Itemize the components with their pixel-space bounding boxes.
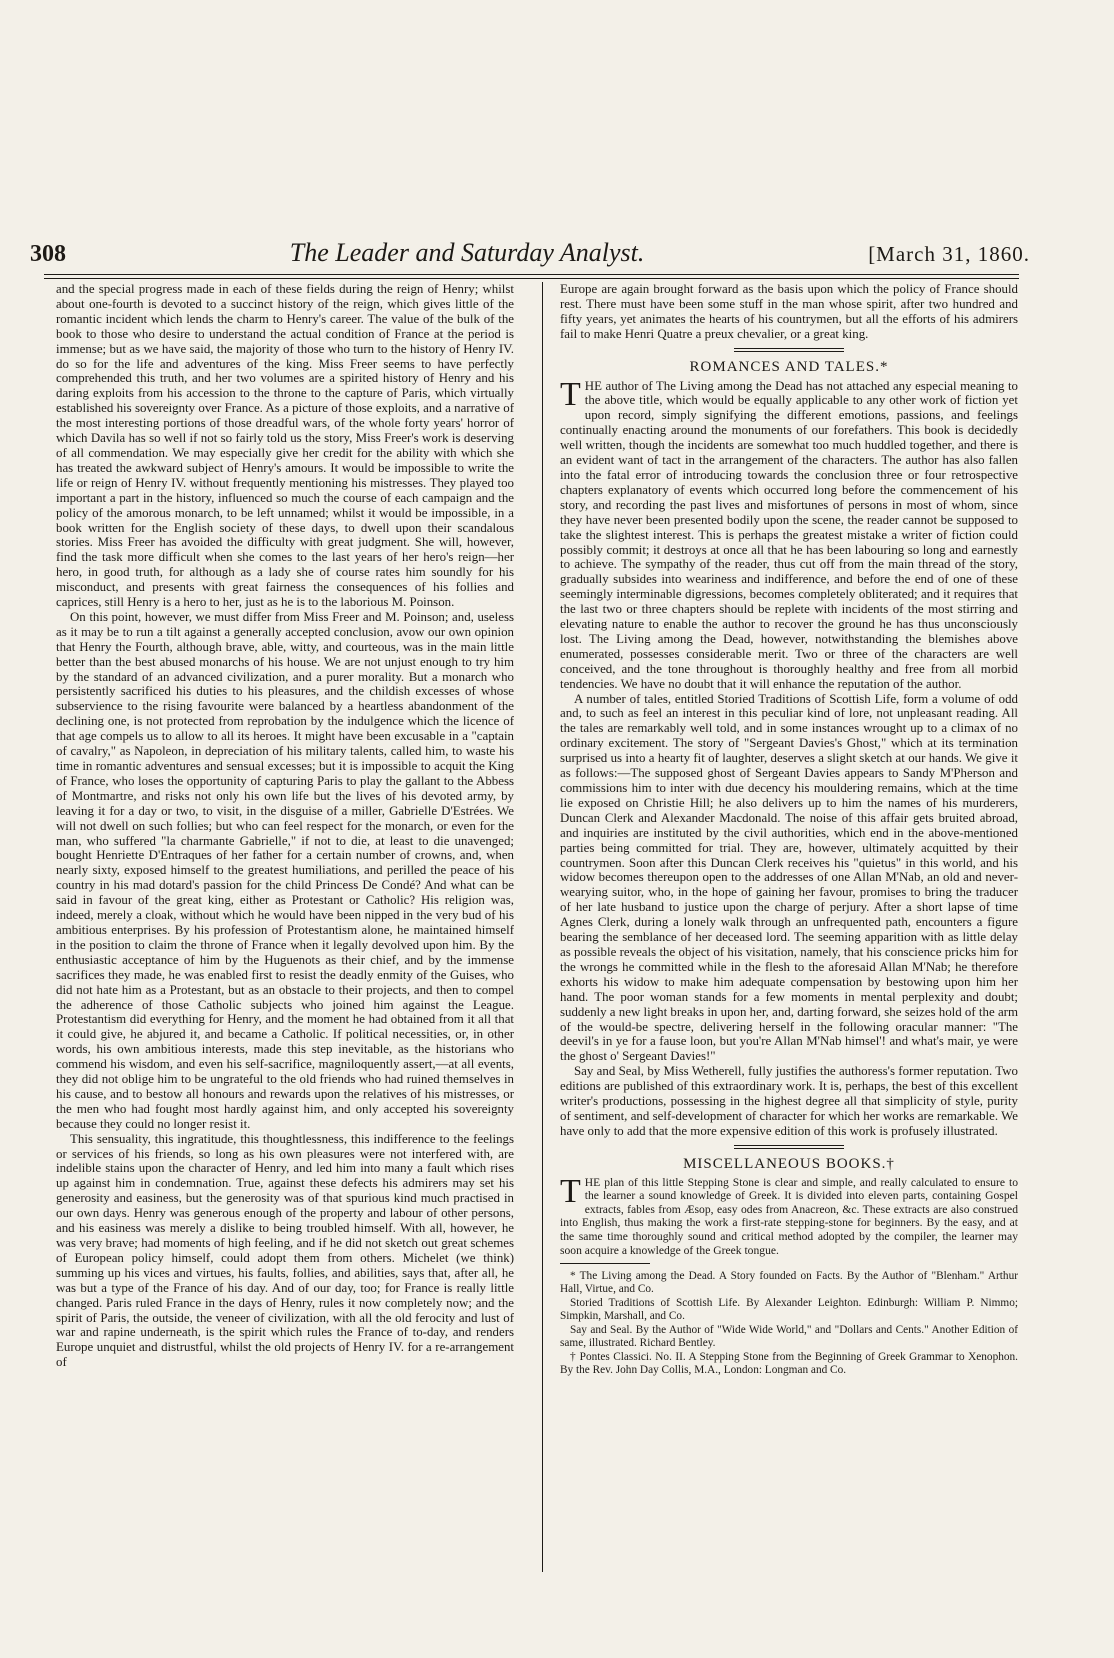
- miscellaneous-text: HE plan of this little Stepping Stone is clear and simple, and really calculated to ensure to the learner a sound knowledge of Greek. It is divided into eleven parts, containing Gospel extracts, fables from Æsop, easy odes from Anacreon, &c. These extracts are also construed into English, thus making the work a first-rate stepping-stone for beginners. By the easy, and at the same time thoroughly sound and critical method adopted by the compiler, the learner may soon acquire a knowledge of the Greek tongue.: [560, 1175, 1018, 1257]
- footnote: † Pontes Classici. No. II. A Stepping Stone from the Beginning of Greek Grammar to Xenophon. By the Rev. John Day Collis, M.A., London: Longman and Co.: [560, 1351, 1018, 1377]
- article-continuation: Europe are again brought forward as the basis upon which the policy of France should rest. There must have been some stuff in the man whose spirit, after two hundred and fifty years, yet animates the hearts of his countrymen, but all the efforts of his admirers fail to make Henri Quatre a preux chevalier, or a great king.: [560, 282, 1018, 341]
- issue-date: [March 31, 1860.: [868, 242, 1030, 266]
- miscellaneous-heading: MISCELLANEOUS BOOKS.†: [683, 1155, 895, 1172]
- page-number: 308: [30, 241, 66, 267]
- footnote-rule: [560, 1263, 650, 1264]
- footnote: Say and Seal. By the Author of "Wide Wide World," and "Dollars and Cents." Another Edition of same, illustrated. Richard Bentley.: [560, 1324, 1018, 1350]
- right-column: [560, 282, 1018, 1572]
- section-rule: [734, 1145, 844, 1149]
- page-header: [30, 238, 1030, 268]
- footnotes: [560, 1270, 1018, 1377]
- romances-paragraph: A number of tales, entitled Storied Traditions of Scottish Life, form a volume of odd and, to such as feel an interest in this peculiar kind of lore, not unpleasant reading. All the tales are remarkably well told, and in some instances wrought up to a climax of no ordinary excitement. The story of "Sergeant Davies's Ghost," which at its termination surprised us into a hearty fit of laughter, deserves a slight sketch at our hands. We give it as follows:—The supposed ghost of Sergeant Davies appears to Sandy M'Pherson and commissions him to inter with due decency his mouldering remains, which at the time lie exposed on Christie Hill; he also delivers up to him the names of his murderers, Duncan Clerk and Alexander Macdonald. The noise of this affair gets bruited abroad, and inquiries are instituted by the civil authorities, which end in the above-mentioned parties being committed for trial. They are, however, ultimately acquitted by their countrymen. Soon after this Duncan Clerk receives his "quietus" in this world, and his widow becomes thereupon open to the addresses of one Allan M'Nab, an old and never-wearying suitor, who, in the hope of gaining her favour, promises to bring the traducer of her late husband to justice upon the charge of perjury. After a short lapse of time Agnes Clerk, during a lonely walk through an unfrequented path, encounters a figure bearing the semblance of her deceased lord. The seeming apparition with as little delay as possible reveals the object of his visitation, namely, that his conscience pricks him for the wrongs he committed while in the flesh to the aforesaid Allan M'Nab; he therefore exhorts his widow to make him adequate compensation by bestowing upon him her hand. The poor woman stands for a few moments in mental perplexity and doubt; suddenly a new light breaks in upon her, and, darting forward, she seizes hold of the arm of the would-be spectre, delivering herself in the following oracular manner: "The deevil's in ye for a fause loon, but you're Allan M'Nab himsel'! and what's mair, ye were the ghost o' Sergeant Davies!": [560, 691, 1018, 1064]
- footnote: * The Living among the Dead. A Story founded on Facts. By the Author of "Blenham." Arthur Hall, Virtue, and Co.: [560, 1270, 1018, 1296]
- masthead-title: The Leader and Saturday Analyst.: [289, 238, 645, 267]
- header-rule: [44, 274, 1019, 279]
- footnote: Storied Traditions of Scottish Life. By Alexander Leighton. Edinburgh: William P. Nimmo; Simpkin, Marshall, and Co.: [560, 1297, 1018, 1323]
- romances-paragraph: [560, 375, 1018, 692]
- article-paragraph: On this point, however, we must differ from Miss Freer and M. Poinson; and, useless as it may be to run a tilt against a generally accepted conclusion, avow our own opinion that Henry the Fourth, although brave, able, witty, and courteous, was in the main little better than the best abused monarchs of his house. We are not unjust enough to try him by the standard of an advanced civilization, and a purer morality. But a monarch who persistently sacrificed his duties to his pleasures, and the childish excesses of whose subservience to the rising favourite were balanced by a heartless abandonment of the declining one, is not protected from reprobation by the indulgence which the licence of that age compels us to allow to all its heroes. It might have been excusable in a "captain of cavalry," as Napoleon, in depreciation of his military talents, called him, to waste his time in romantic adventures and sensual excesses; but it is impossible to acquit the King of France, who loses the opportunity of capturing Paris to play the gallant to the Abbess of Montmartre, and risks not only his own life but the lives of his devoted army, by leaving it for a day or two, to visit, in the disguise of a miller, Gabrielle D'Estrées. We will not dwell on such follies; but who can feel respect for the monarch, or even for the man, who suffered "la charmante Gabrielle," if not to die, at least to die unavenged; bought Henriette D'Entraques of her father for a certain number of crowns, and, when nearly sixty, exposed himself to the greatest humiliations, and perilled the peace of his country in his mad dotard's passion for the child Princess De Condé? And what can be said in favour of the great king, either as Protestant or Catholic? His religion was, indeed, merely a cloak, without which he would have been nipped in the very bud of his ambitious enterprises. By his profession of Protestantism alone, he maintained himself in the position to claim the throne of France when it legally devolved upon him. By the enthusiastic acceptance of him by the Huguenots as their chief, and by the immense sacrifices they made, he was enabled first to resist the deadly enmity of the Guises, who did not hate him as a Protestant, but as an obstacle to their projects, and then to compel the adherence of those Catholic subjects who joined him against the League. Protestantism did everything for Henry, and the moment he had obtained from it all that it could give, he abjured it, and became a Catholic. If political necessities, or, in other words, his own ambitious interests, made this step inevitable, as the historians who commend his wisdom, and even his self-sacrifice, magniloquently assert,—at all events, they did not oblige him to be ungrateful to the old friends who had ruined themselves in his cause, and to bestow all honours and rewards upon the relatives of his mistresses, or the men who had fought most hardly against him, and only accepted his sovereignty because they could no longer resist it.: [56, 609, 514, 1131]
- miscellaneous-paragraph: [560, 1172, 1018, 1258]
- drop-cap: T: [560, 1172, 581, 1210]
- article-paragraph: This sensuality, this ingratitude, this thoughtlessness, this indifference to the feelings or services of his friends, so long as his own pleasures were not interfered with, are indelible stains upon the character of Henry, and led him into many a fault which rises up against him in condemnation. True, against these defects his admirers may set his generosity and easiness, but the generosity was of that spurious kind much practised in our own days. Henry was generous enough of the property and labour of other persons, and his easiness was merely a dislike to being troubled himself. With all, however, he was very brave; had moments of high feeling, and if he did not sketch out great schemes of European policy himself, could adopt them from others. Michelet (we think) summing up his vices and virtues, his faults, follies, and abilities, says that, after all, he was but a type of the France of his day. And of our day, too; for France is really little changed. Paris ruled France in the days of Henry, rules it now completely now; and the spirit of Paris, the outside, the veneer of civilization, with all the old ferocity and lust of war and rapine underneath, is the spirit which rules the France of to-day, and renders Europe unquiet and distrustful, whilst the old projects of Henry IV. for a re-arrangement of: [56, 1131, 514, 1370]
- column-divider: [542, 282, 543, 1572]
- article-paragraph: and the special progress made in each of these fields during the reign of Henry; whilst about one-fourth is devoted to a succinct history of the reign, which gives little of the romantic incident which lends the charm to Henry's career. The value of the bulk of the book to those who desire to understand the actual condition of France at the period is immense; but as we have said, the majority of those who turn to the history of Henry IV. do so for the life and adventures of the king. Miss Freer seems to have perfectly comprehended this truth, and her two volumes are a spirited history of Henry and his daring exploits from his accession to the throne to the capture of Paris, which virtually established his sovereignty over France. As a picture of those exploits, and a narrative of the most interesting portions of those dreadful wars, of the whole forty years' horror of which Davila has so well if not so fairly told us the story, Miss Freer's work is deserving of all commendation. We may especially give her credit for the ability with which she has treated the awkward subject of Henry's amours. It would be impossible to write the life or reign of Henry IV. without frequently mentioning his mistresses. They played too important a part in the history, influenced so much the course of each campaign and the policy of the amorous monarch, to be left unnamed; whilst it would be impossible, in a book written for the English society of these days, to dwell upon their scandalous stories. Miss Freer has avoided the difficulty with great judgment. She will, however, find the task more difficult when she comes to the last years of her hero's reign—her hero, in good truth, for although as a lady she of course rates him soundly for his misconduct, and presents with great fairness the consequences of his follies and caprices, still Henry is a hero to her, just as he is to the laborious M. Poinson.: [56, 282, 514, 610]
- romances-paragraph: Say and Seal, by Miss Wetherell, fully justifies the authoress's former reputation. Two editions are published of this extraordinary work. It is, perhaps, the best of this excellent writer's productions, possessing in the highest degree all that simplicity of style, purity of sentiment, and self-development of character for which her works are remarkable. We have only to add that the more expensive edition of this work is profusely illustrated.: [560, 1064, 1018, 1138]
- left-column: [56, 282, 514, 1572]
- section-rule: [734, 348, 844, 352]
- romances-heading: ROMANCES AND TALES.*: [689, 358, 889, 375]
- drop-cap: T: [560, 375, 581, 413]
- romances-text: HE author of The Living among the Dead has not attached any especial meaning to the above title, which would be equally applicable to any other work of fiction yet upon record, simply signifying the different emotions, passions, and feelings continually enacting around the monuments of our forefathers. This book is decidedly well written, though the incidents are somewhat too much huddled together, and there is an evident want of tact in the arrangement of the characters. The author has also fallen into the fatal error of introducing towards the conclusion three or four retrospective chapters explanatory of events which occurred long before the commencement of his story, and recording the past lives and misfortunes of persons in most of whom, since they have never been presented bodily upon the scene, the reader cannot be supposed to take the slightest interest. This is perhaps the greatest mistake a writer of fiction could possibly commit; it destroys at once all that he has been labouring so long and earnestly to achieve. The sympathy of the reader, thus cut off from the main thread of the story, gradually subsides into weariness and indifference, and before the end of one of these seemingly interminable digressions, becomes completely obliterated; and it requires that the last two or three chapters should be replete with incidents of the most stirring and elevating nature to enable the author to recover the ground he has thus unconsciously lost. The Living among the Dead, however, notwithstanding the blemishes above enumerated, possesses considerable merit. Two or three of the characters are well conceived, and the tone throughout is thoroughly healthy and free from all morbid tendencies. We have no doubt that it will enhance the reputation of the author.: [560, 378, 1018, 691]
